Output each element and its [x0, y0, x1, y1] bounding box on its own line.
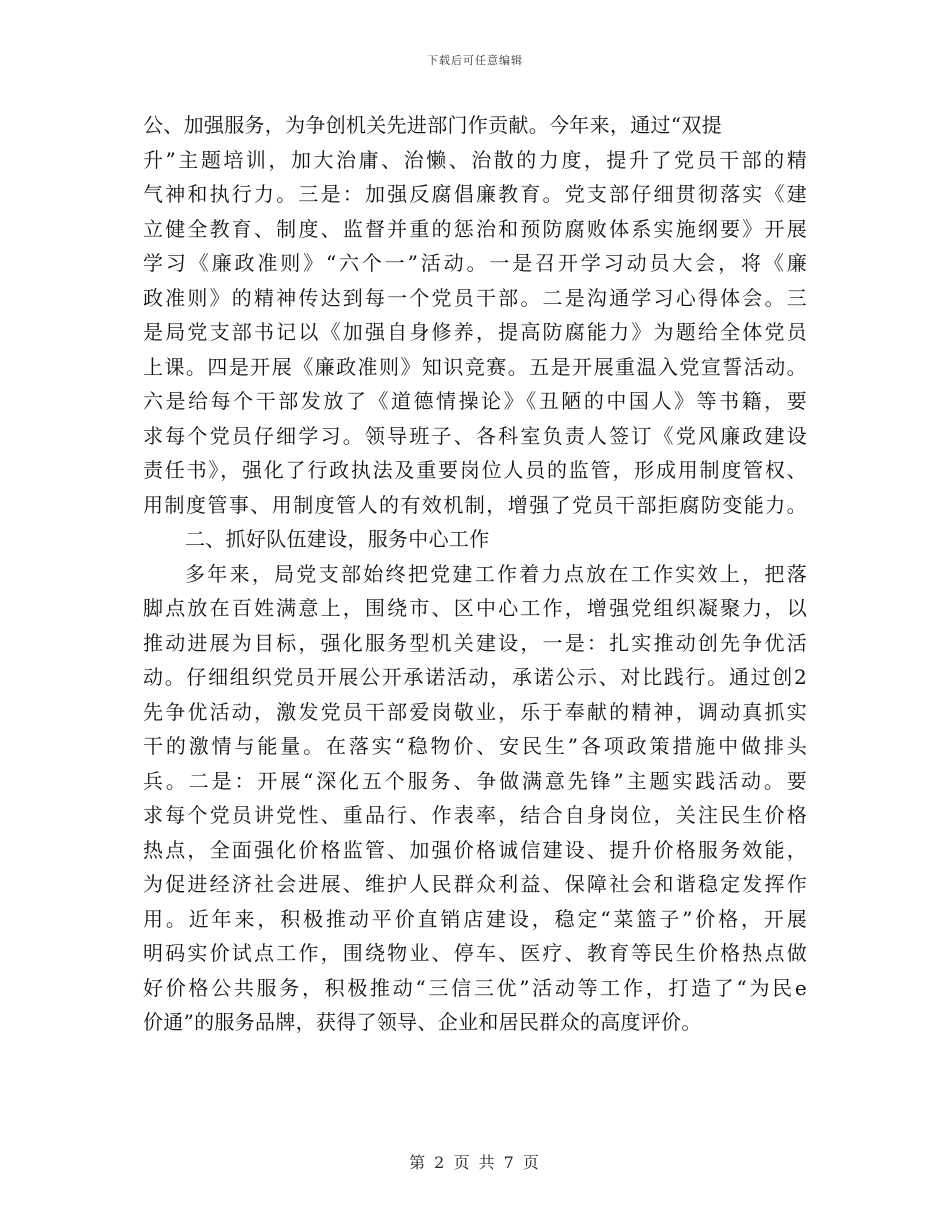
text-line: 求每个党员仔细学习。领导班子、各科室负责人签订《党风廉政建设	[143, 423, 807, 448]
text-line: 推动进展为目标，强化服务型机关建设，一是：扎实推动创先争优活	[143, 630, 807, 655]
text-line: 干的激情与能量。在落实“稳物价、安民生”各项政策措施中做排头	[143, 734, 807, 758]
text-line: 兵。二是：开展“深化五个服务、争做满意先锋”主题实践活动。要	[143, 768, 807, 793]
text-line: 气神和执行力。三是：加强反腐倡廉教育。党支部仔细贯彻落实《建	[143, 182, 807, 206]
text-line: 脚点放在百姓满意上，围绕市、区中心工作，增强党组织凝聚力，以	[143, 596, 807, 620]
text-line: 政准则》的精神传达到每一个党员干部。二是沟通学习心得体会。三	[143, 285, 807, 310]
text-line: 热点，全面强化价格监管、加强价格诚信建设、提升价格服务效能，	[143, 837, 807, 862]
text-line: 是局党支部书记以《加强自身修养，提高防腐能力》为题给全体党员	[143, 320, 807, 344]
text-line: 学习《廉政准则》“六个一”活动。一是召开学习动员大会，将《廉	[143, 251, 807, 275]
text-line: 责任书》，强化了行政执法及重要岗位人员的监管，形成用制度管权、	[143, 458, 807, 482]
text-line: 上课。四是开展《廉政准则》知识竞赛。五是开展重温入党宣誓活动。	[143, 354, 807, 379]
document-body	[143, 108, 807, 1040]
text-line: 六是给每个干部发放了《道德情操论》《丑陋的中国人》等书籍，要	[143, 389, 807, 413]
page-header: 下载后可任意编辑	[427, 54, 523, 67]
text-line: 用制度管事、用制度管人的有效机制，增强了党员干部拒腐防变能力。	[143, 492, 807, 517]
text-line: 升”主题培训，加大治庸、治懒、治散的力度，提升了党员干部的精	[143, 147, 807, 172]
text-line: 动。仔细组织党员开展公开承诺活动，承诺公示、对比践行。通过创2	[143, 665, 807, 689]
text-line: 公、加强服务，为争创机关先进部门作贡献。今年来，通过“双提	[143, 113, 722, 137]
text-line: 求每个党员讲党性、重品行、作表率，结合自身岗位，关注民生价格	[143, 803, 807, 827]
text-line: 用。近年来，积极推动平价直销店建设，稳定“菜篮子”价格，开展	[143, 906, 807, 931]
text-line: 多年来，局党支部始终把党建工作着力点放在工作实效上，把落	[185, 561, 807, 586]
text-line: 价通”的服务品牌，获得了领导、企业和居民群众的高度评价。	[143, 1010, 702, 1034]
text-line: 二、抓好队伍建设，服务中心工作	[185, 527, 490, 551]
page-number-footer: 第 2 页 共 7 页	[409, 1153, 541, 1172]
text-line: 好价格公共服务，积极推动“三信三优”活动等工作，打造了“为民e	[143, 975, 807, 1000]
text-line: 先争优活动，激发党员干部爱岗敬业，乐于奉献的精神，调动真抓实	[143, 699, 807, 724]
text-line: 为促进经济社会进展、维护人民群众利益、保障社会和谐稳定发挥作	[143, 872, 807, 896]
text-line: 立健全教育、制度、监督并重的惩治和预防腐败体系实施纲要》开展	[143, 216, 807, 241]
text-line: 明码实价试点工作，围绕物业、停车、医疗、教育等民生价格热点做	[143, 941, 807, 965]
